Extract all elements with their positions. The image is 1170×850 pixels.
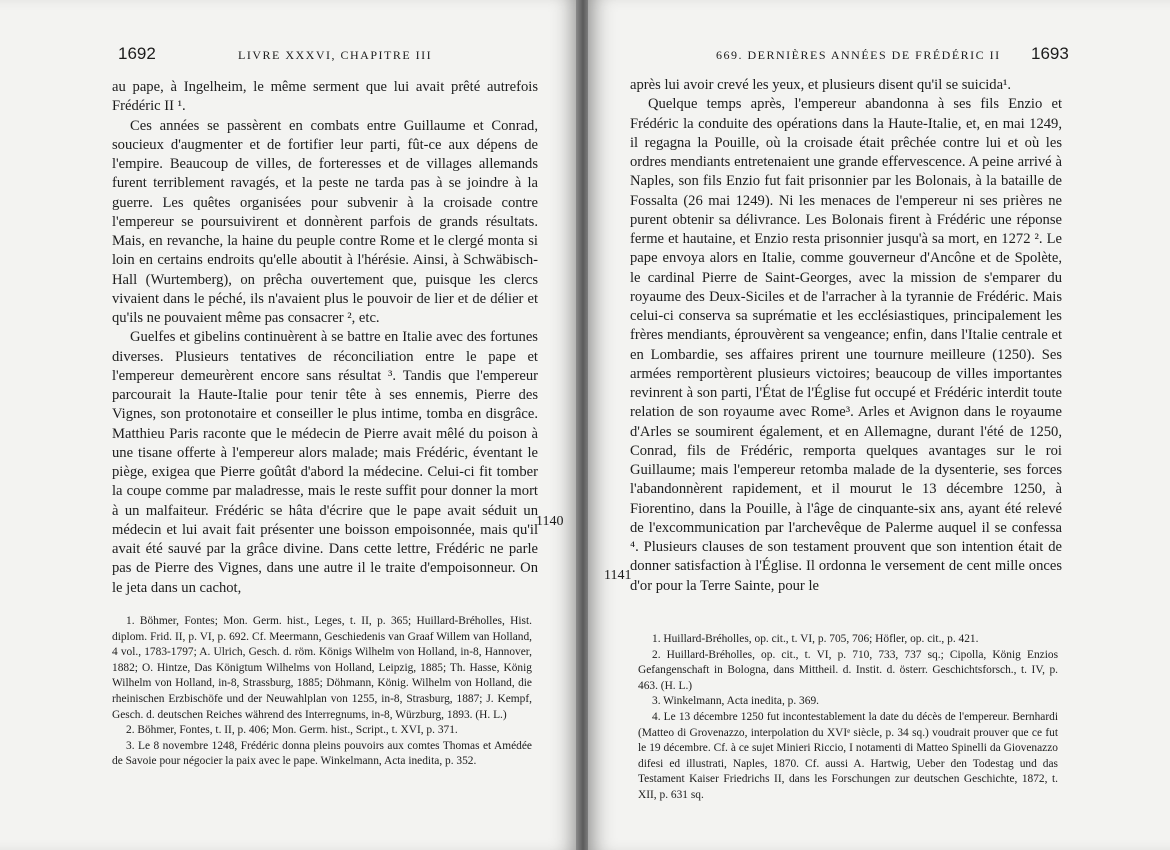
main-text [630,76,1062,596]
footnotes [112,614,532,770]
margin-number: 1141 [604,568,632,583]
page-number: 1693 [1031,44,1069,63]
running-head: LIVRE XXXVI, CHAPITRE III [238,48,433,62]
page-number: 1692 [118,44,156,63]
paragraph: Ces années se passèrent en combats entre Guillaume et Conrad, soucieux d'augmenter et de fortifier leur parti, fût-ce aux dépens de l'empire. Beaucoup de villes, de forteresses et de villages allemands furent terriblement ravagés, et la peste ne tarda pas à se joindre à la guerre. Les quêtes organisées pour subvenir à la croisade contre l'empereur se poursuivirent et donnèrent parfois de grands résultats. Mais, en revanche, la haine du peuple contre Rome et le clergé monta si loin en certains endroits qu'elle aboutit à l'hérésie. Ainsi, à Schwäbisch-Hall (Wurtemberg), on prêcha ouvertement que, puisque les clercs vivaient dans le péché, ils n'avaient plus le pouvoir de lier et de délier et qu'ils ne pouvaient même pas consacrer ², etc. [112,117,538,326]
paragraph: Guelfes et gibelins continuèrent à se battre en Italie avec des fortunes diverses. Plusieurs tentatives de réconciliation entre le pape et l'empereur demeurèrent encore sans résultat ³. Tandis que l'empereur parcourait la Haute-Italie pour tenir tête à ses ennemis, Pierre des Vignes, son protonotaire et conseiller le plus intime, tomba en disgrâce. Matthieu Paris raconte que le médecin de Pierre avait mêlé du poison à une tisane offerte à l'empereur alors malade; mais Frédéric, éventant le piège, exigea que Pierre goûtât d'abord la médecine. Celui-ci fit tomber la coupe comme par maladresse, mais le reste suffit pour donner la mort à un malfaiteur. Frédéric se hâta d'écrire que le pape avait séduit un médecin et lui avait fait présenter une boisson empoisonnée, mais qu'il avait été sauvé par la grâce divine. Dans cette lettre, Frédéric ne parle pas de Pierre des Vignes, dans une autre il le traite d'empoisonneur. On le jeta dans un cachot, [112,329,538,596]
footnote: 3. Winkelmann, Acta inedita, p. 369. [652,695,819,708]
paragraph: Quelque temps après, l'empereur abandonna à ses fils Enzio et Frédéric la conduite des opérations dans la Haute-Italie, et, en mai 1249, il regagna la Pouille, où la croisade était prêchée contre lui et où les ordres mendiants entretenaient une grande effervescence. A peine arrivé à Naples, son fils Enzio fut fait prisonnier par les Bolonais, à la bataille de Fossalta (26 mai 1249). Ni les menaces de l'empereur ni ses prières ne purent obtenir sa délivrance. Les Bolonais firent à Frédéric une réponse ferme et hautaine, et Enzio resta prisonnier jusqu'à sa mort, en 1272 ². Le pape envoya alors en Italie, comme gouverneur d'Ancône et de Spolète, le cardinal Pierre de Saint-Georges, avec la mission de s'emparer du royaume des Deux-Siciles et de l'arracher à la tyrannie de Frédéric. Mais celui-ci conserva sa suprématie et les ecclésiastiques, principalement les frères mendiants, éprouvèrent sa vengeance; enfin, dans l'Italie centrale et en Lombardie, ses affaires prirent une tournure meilleure (1250). Ses armées remportèrent plusieurs victoires; beaucoup de villes importantes revinrent à son parti, l'État de l'Église fut occupé et Frédéric interdit toute relation de son royaume avec Rome³. Arles et Avignon dans le royaume d'Arles se soumirent également, et en Allemagne, durant l'été de 1250, Conrad, fils de Frédéric, remporta quelques avantages sur le roi Guillaume; mais l'empereur retomba malade de la dysenterie, ses forces l'abandonnèrent rapidement, et il mourut le 13 décembre 1250, à Fiorentino, dans la Pouille, à l'âge de cinquante-six ans, ayant été relevé de l'excommunication par l'archevêque de Palerme auquel il se confessa ⁴. Plusieurs clauses de son testament prouvent que son intention était de donner satisfaction à l'Église. Il ordonna le versement de cent mille onces d'or pour la Terre Sainte, pour le [630,96,1062,594]
footnote: 3. Le 8 novembre 1248, Frédéric donna pleins pouvoirs aux comtes Thomas et Amédée de Savoie pour négocier la paix avec le pape. Winkelmann, Acta inedita, p. 352. [112,739,532,768]
margin-number: 1140 [536,514,564,529]
paragraph: après lui avoir crevé les yeux, et plusieurs disent qu'il se suicida¹. [630,77,1012,93]
footnote: 1. Böhmer, Fontes; Mon. Germ. hist., Leges, t. II, p. 365; Huillard-Bréholles, Hist. diplom. Frid. II, p. VI, p. 692. Cf. Meermann, Geschiedenis van Graaf Willem van Holland, 4 vol., 1783-1797; A. Ulrich, Gesch. d. röm. Königs Wilhelm von Holland, in-8, Hannover, 1882; O. Hintze, Das Königtum Wilhelms von Holland, Leipzig, 1885; Th. Hasse, König Wilhelm von Holland, in-8, Strassburg, 1885; Döhmann, König. Wilhelm von Holland, die rheinischen Erzbischöfe und der Neuwahlplan von 1255, in-8, Strasburg, 1887; J. Kempf, Gesch. d. deutschen Reiches während des Interregnums, in-8, Würzburg, 1893. (H. L.) [112,615,532,721]
main-text [112,78,538,598]
footnote: 4. Le 13 décembre 1250 fut incontestablement la date du décès de l'empereur. Bernhardi (Matteo di Grovenazzo, interpolation du XVIᵉ siècle, p. 34 sq.) voudrait prouver que ce fut le 19 décembre. Cf. à ce sujet Minieri Riccio, I notamenti di Matteo Spinelli da Giovenazzo difesi ed illustrati, Naples, 1870. Cf. aussi A. Hartwig, Ueber den Todestag und das Testament Kaiser Friedrichs II, dans les Forschungen zur deutschen Geschichte, 1872, t. XII, p. 631 sq. [638,710,1058,801]
running-head: 669. DERNIÈRES ANNÉES DE FRÉDÉRIC II [716,48,1001,62]
footnote: 2. Böhmer, Fontes, t. II, p. 406; Mon. Germ. hist., Script., t. XVI, p. 371. [126,724,458,737]
right-page [588,0,1170,850]
footnote: 1. Huillard-Bréholles, op. cit., t. VI, p. 705, 706; Höfler, op. cit., p. 421. [652,633,979,645]
footnotes [638,632,1058,804]
paragraph: au pape, à Ingelheim, le même serment que lui avait prêté autrefois Frédéric II ¹. [112,79,538,115]
left-page [0,0,578,850]
footnote: 2. Huillard-Bréholles, op. cit., t. VI, p. 710, 733, 737 sq.; Cipolla, König Enzios Gefangenschaft in Bologna, dans Mittheil. d. Instit. d. österr. Geschichtsforsch., t. IV, p. 463. (H. L.) [638,648,1058,692]
